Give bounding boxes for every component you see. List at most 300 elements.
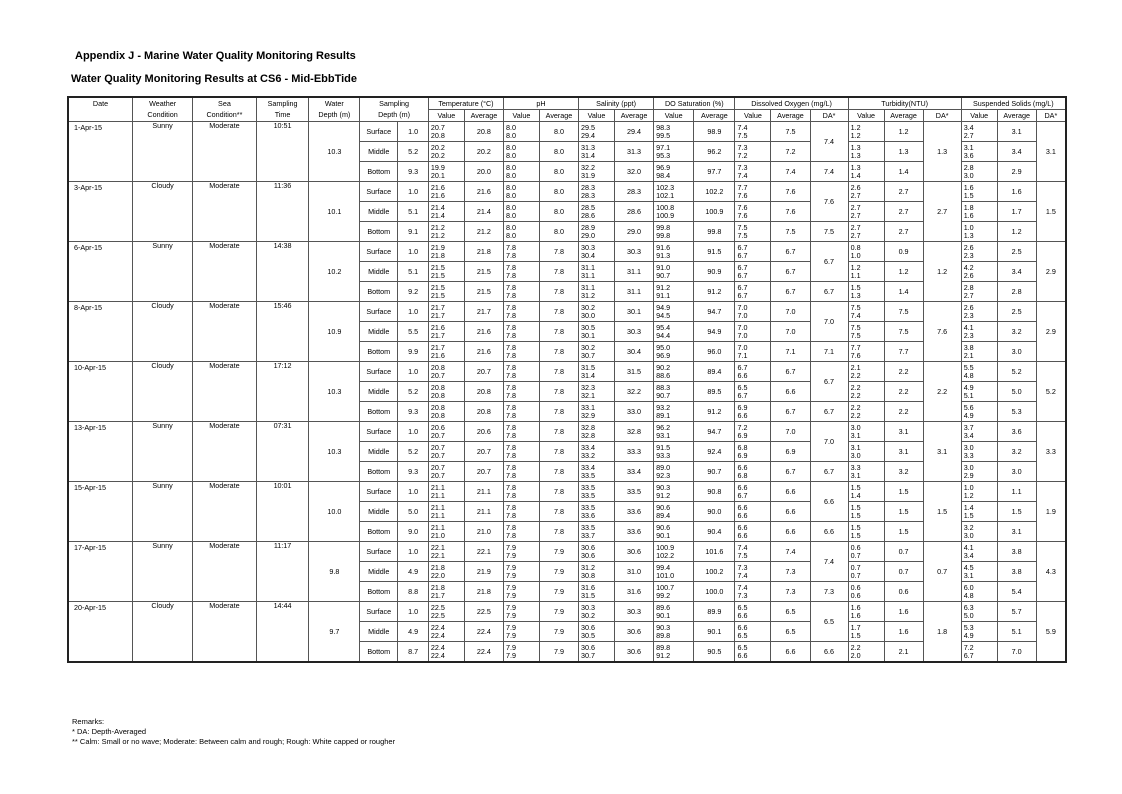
do-saturation-value: [654, 262, 694, 282]
weather-cell: Sunny: [132, 482, 192, 542]
salinity-value-reading: 32.3: [581, 382, 596, 392]
dissolved-oxygen-average: 6.6: [771, 382, 810, 402]
date-cell: 20-Apr-15: [68, 602, 132, 663]
suspended-solids-average: 3.6: [997, 422, 1036, 442]
suspended-solids-value-reading: 1.2: [963, 490, 974, 500]
temperature-value-reading: 21.5: [430, 270, 445, 280]
salinity-value-reading: 28.3: [581, 190, 596, 200]
turbidity-da: 1.5: [923, 482, 961, 542]
temperature-average: 21.1: [464, 482, 503, 502]
dissolved-oxygen-value-reading: 6.7: [737, 250, 748, 260]
dissolved-oxygen-value-reading: 7.5: [737, 222, 748, 232]
ph-value-reading: 7.9: [505, 590, 516, 600]
ph-value-reading: 7.8: [505, 462, 516, 472]
temperature-value: [428, 582, 464, 602]
do-saturation-value-reading: 91.2: [656, 282, 671, 292]
turbidity-value: [848, 122, 884, 142]
sea-condition-cell: Moderate: [193, 122, 256, 182]
turbidity-value-reading: 1.3: [850, 162, 861, 172]
ph-value-reading: 7.9: [505, 610, 516, 620]
temperature-value-reading: 22.4: [430, 650, 445, 660]
dissolved-oxygen-da: 7.0: [810, 422, 848, 462]
ph-value-reading: 7.8: [505, 282, 516, 292]
salinity-value: [579, 342, 615, 362]
turbidity-value: [848, 402, 884, 422]
ph-value: [503, 162, 539, 182]
weather-cell: Cloudy: [132, 182, 192, 242]
turbidity-value: [848, 562, 884, 582]
dissolved-oxygen-value: [735, 262, 771, 282]
dissolved-oxygen-average: 6.6: [771, 522, 810, 542]
turbidity-value-reading: 7.6: [850, 350, 861, 360]
temperature-value-reading: 20.8: [430, 410, 445, 420]
turbidity-da: 7.6: [923, 302, 961, 362]
temperature-value-reading: 20.7: [430, 122, 445, 132]
turbidity-value-reading: 3.1: [850, 470, 861, 480]
temperature-value: [428, 622, 464, 642]
do-saturation-value-reading: 95.0: [656, 342, 671, 352]
sampling-depth-cell: 5.1: [398, 262, 429, 282]
salinity-value: [579, 382, 615, 402]
ph-value-reading: 7.8: [505, 310, 516, 320]
temperature-value-reading: 21.4: [430, 202, 445, 212]
sea-condition-cell: Moderate: [193, 302, 256, 362]
dissolved-oxygen-average: 7.3: [771, 582, 810, 602]
do-saturation-value-reading: 102.2: [656, 550, 675, 560]
turbidity-value-reading: 2.6: [850, 182, 861, 192]
dissolved-oxygen-average: 7.5: [771, 222, 810, 242]
sampling-time-cell: 15:46: [256, 302, 309, 362]
dissolved-oxygen-da: 7.4: [810, 122, 848, 162]
temperature-value-reading: 21.5: [430, 290, 445, 300]
suspended-solids-value-reading: 7.2: [963, 642, 974, 652]
ph-value: [503, 642, 539, 663]
suspended-solids-value: [961, 402, 997, 422]
dissolved-oxygen-value-reading: 6.9: [737, 450, 748, 460]
temperature-value: [428, 182, 464, 202]
salinity-average: 33.6: [614, 502, 653, 522]
suspended-solids-value-reading: 3.2: [963, 522, 974, 532]
temperature-value-reading: 22.1: [430, 542, 445, 552]
suspended-solids-value-reading: 3.4: [963, 550, 974, 560]
dissolved-oxygen-value: [735, 482, 771, 502]
subheader-temp-value: Value: [428, 110, 464, 122]
turbidity-da: 2.2: [923, 362, 961, 422]
suspended-solids-value-reading: 6.0: [963, 582, 974, 592]
salinity-average: 31.0: [614, 562, 653, 582]
temperature-value-reading: 20.2: [430, 150, 445, 160]
dissolved-oxygen-value-reading: 7.6: [737, 202, 748, 212]
remarks-da: * DA: Depth-Averaged: [72, 727, 147, 736]
sampling-depth-cell: 4.9: [398, 562, 429, 582]
salinity-value: [579, 482, 615, 502]
sampling-level-cell: Bottom: [360, 642, 398, 663]
temperature-value: [428, 362, 464, 382]
do-saturation-value-reading: 91.2: [656, 490, 671, 500]
dissolved-oxygen-average: 6.6: [771, 502, 810, 522]
sampling-depth-cell: 4.9: [398, 622, 429, 642]
ph-average: 7.9: [539, 602, 578, 622]
dissolved-oxygen-average: 6.5: [771, 602, 810, 622]
sampling-time-cell: 10:51: [256, 122, 309, 182]
temperature-value-reading: 21.6: [430, 350, 445, 360]
turbidity-value-reading: 2.2: [850, 390, 861, 400]
ph-value-reading: 7.9: [505, 582, 516, 592]
temperature-average: 21.1: [464, 502, 503, 522]
temperature-value-reading: 22.4: [430, 642, 445, 652]
ph-value-reading: 7.8: [505, 470, 516, 480]
ph-value-reading: 7.8: [505, 510, 516, 520]
temperature-value: [428, 122, 464, 142]
dissolved-oxygen-average: 7.3: [771, 562, 810, 582]
dissolved-oxygen-average: 6.7: [771, 242, 810, 262]
sampling-level-cell: Surface: [360, 602, 398, 622]
sampling-time-cell: 11:36: [256, 182, 309, 242]
table-row: [68, 242, 1066, 262]
turbidity-da: 1.8: [923, 602, 961, 663]
header-water-line2: Depth (m): [309, 110, 360, 122]
header-sampling-depth: Sampling: [360, 97, 429, 110]
salinity-value-reading: 28.9: [581, 222, 596, 232]
date-cell: 10-Apr-15: [68, 362, 132, 422]
dissolved-oxygen-value: [735, 322, 771, 342]
salinity-average: 29.4: [614, 122, 653, 142]
ph-average: 7.8: [539, 242, 578, 262]
suspended-solids-value: [961, 182, 997, 202]
subheader-temp-average: Average: [464, 110, 503, 122]
temperature-average: 22.4: [464, 622, 503, 642]
suspended-solids-average: 1.2: [997, 222, 1036, 242]
dissolved-oxygen-value-reading: 7.0: [737, 310, 748, 320]
date-cell: 15-Apr-15: [68, 482, 132, 542]
salinity-average: 30.3: [614, 242, 653, 262]
ph-value: [503, 522, 539, 542]
dissolved-oxygen-value-reading: 7.3: [737, 142, 748, 152]
ph-value: [503, 582, 539, 602]
suspended-solids-value-reading: 4.9: [963, 382, 974, 392]
temperature-average: 20.0: [464, 162, 503, 182]
salinity-value-reading: 30.3: [581, 602, 596, 612]
turbidity-average: 2.7: [884, 222, 923, 242]
temperature-value-reading: 20.2: [430, 142, 445, 152]
suspended-solids-value-reading: 4.2: [963, 262, 974, 272]
do-saturation-value-reading: 94.4: [656, 330, 671, 340]
turbidity-average: 1.3: [884, 142, 923, 162]
temperature-value: [428, 482, 464, 502]
sampling-depth-cell: 5.1: [398, 202, 429, 222]
dissolved-oxygen-value-reading: 6.5: [737, 602, 748, 612]
suspended-solids-value-reading: 3.3: [963, 450, 974, 460]
turbidity-average: 1.4: [884, 282, 923, 302]
salinity-average: 33.0: [614, 402, 653, 422]
sea-condition-cell: Moderate: [193, 482, 256, 542]
do-saturation-average: 91.2: [694, 402, 735, 422]
temperature-value-reading: 21.6: [430, 322, 445, 332]
do-saturation-value-reading: 93.1: [656, 430, 671, 440]
suspended-solids-value-reading: 3.4: [963, 430, 974, 440]
suspended-solids-value-reading: 4.8: [963, 590, 974, 600]
turbidity-value: [848, 542, 884, 562]
salinity-value: [579, 362, 615, 382]
sampling-depth-cell: 5.5: [398, 322, 429, 342]
suspended-solids-value-reading: 2.9: [963, 470, 974, 480]
salinity-average: 30.3: [614, 602, 653, 622]
turbidity-value-reading: 1.3: [850, 142, 861, 152]
salinity-value-reading: 31.3: [581, 142, 596, 152]
temperature-value-reading: 20.7: [430, 370, 445, 380]
suspended-solids-value-reading: 3.6: [963, 150, 974, 160]
temperature-value: [428, 162, 464, 182]
turbidity-value-reading: 2.7: [850, 202, 861, 212]
sampling-level-cell: Surface: [360, 482, 398, 502]
temperature-value: [428, 602, 464, 622]
turbidity-value: [848, 382, 884, 402]
suspended-solids-value: [961, 262, 997, 282]
ph-value-reading: 7.9: [505, 642, 516, 652]
ph-average: 7.8: [539, 262, 578, 282]
sampling-level-cell: Surface: [360, 242, 398, 262]
turbidity-value-reading: 1.0: [850, 250, 861, 260]
do-saturation-value-reading: 100.9: [656, 210, 675, 220]
suspended-solids-value: [961, 142, 997, 162]
salinity-value-reading: 32.1: [581, 390, 596, 400]
sampling-depth-cell: 1.0: [398, 362, 429, 382]
remarks-heading: Remarks:: [72, 717, 105, 726]
ph-value-reading: 8.0: [505, 162, 516, 172]
do-saturation-value-reading: 102.1: [656, 190, 675, 200]
do-saturation-value: [654, 122, 694, 142]
sampling-depth-cell: 1.0: [398, 182, 429, 202]
temperature-value-reading: 21.7: [430, 310, 445, 320]
turbidity-value-reading: 2.2: [850, 370, 861, 380]
dissolved-oxygen-value-reading: 6.7: [737, 282, 748, 292]
temperature-value: [428, 502, 464, 522]
turbidity-average: 2.7: [884, 182, 923, 202]
suspended-solids-value-reading: 6.3: [963, 602, 974, 612]
do-saturation-value-reading: 98.4: [656, 170, 671, 180]
salinity-value-reading: 30.1: [581, 330, 596, 340]
dissolved-oxygen-value: [735, 442, 771, 462]
turbidity-average: 2.2: [884, 382, 923, 402]
turbidity-value-reading: 1.5: [850, 502, 861, 512]
dissolved-oxygen-da-bottom: 6.7: [810, 462, 848, 482]
suspended-solids-average: 3.0: [997, 342, 1036, 362]
dissolved-oxygen-value-reading: 7.4: [737, 570, 748, 580]
temperature-value-reading: 22.5: [430, 610, 445, 620]
turbidity-value-reading: 0.7: [850, 550, 861, 560]
suspended-solids-value-reading: 2.8: [963, 162, 974, 172]
suspended-solids-average: 1.5: [997, 502, 1036, 522]
water-depth-cell: 10.3: [309, 422, 360, 482]
do-saturation-average: 90.7: [694, 462, 735, 482]
suspended-solids-value-reading: 1.6: [963, 182, 974, 192]
temperature-value-reading: 21.1: [430, 482, 445, 492]
ph-average: 8.0: [539, 142, 578, 162]
ph-value: [503, 222, 539, 242]
turbidity-value-reading: 1.4: [850, 170, 861, 180]
salinity-value-reading: 31.9: [581, 170, 596, 180]
ph-value-reading: 7.8: [505, 362, 516, 372]
ph-average: 7.9: [539, 562, 578, 582]
temperature-value: [428, 222, 464, 242]
sea-condition-cell: Moderate: [193, 362, 256, 422]
do-saturation-average: 90.4: [694, 522, 735, 542]
weather-cell: Sunny: [132, 542, 192, 602]
temperature-value-reading: 20.7: [430, 430, 445, 440]
suspended-solids-value-reading: 2.7: [963, 130, 974, 140]
salinity-average: 28.6: [614, 202, 653, 222]
temperature-value-reading: 21.8: [430, 582, 445, 592]
suspended-solids-value: [961, 202, 997, 222]
dissolved-oxygen-da-bottom: 7.3: [810, 582, 848, 602]
temperature-value: [428, 302, 464, 322]
ph-value-reading: 8.0: [505, 170, 516, 180]
temperature-value-reading: 20.1: [430, 170, 445, 180]
do-saturation-average: 96.0: [694, 342, 735, 362]
temperature-value-reading: 21.8: [430, 562, 445, 572]
page-title: Appendix J - Marine Water Quality Monitoring Results: [75, 50, 356, 62]
ph-average: 7.9: [539, 542, 578, 562]
salinity-value: [579, 302, 615, 322]
temperature-average: 21.6: [464, 182, 503, 202]
header-sea-line2: Condition**: [193, 110, 256, 122]
dissolved-oxygen-value-reading: 7.6: [737, 210, 748, 220]
suspended-solids-average: 3.4: [997, 262, 1036, 282]
salinity-value-reading: 29.0: [581, 230, 596, 240]
header-sea: Sea: [193, 97, 256, 110]
salinity-value-reading: 30.3: [581, 242, 596, 252]
temperature-average: 21.8: [464, 582, 503, 602]
suspended-solids-value-reading: 4.1: [963, 542, 974, 552]
sampling-level-cell: Middle: [360, 562, 398, 582]
temperature-value-reading: 22.5: [430, 602, 445, 612]
sea-condition-cell: Moderate: [193, 422, 256, 482]
do-saturation-average: 98.9: [694, 122, 735, 142]
salinity-value-reading: 30.5: [581, 630, 596, 640]
ph-average: 7.8: [539, 502, 578, 522]
do-saturation-average: 89.4: [694, 362, 735, 382]
dissolved-oxygen-value-reading: 7.4: [737, 542, 748, 552]
turbidity-value: [848, 242, 884, 262]
salinity-value-reading: 30.0: [581, 310, 596, 320]
temperature-value-reading: 21.1: [430, 522, 445, 532]
turbidity-average: 1.6: [884, 622, 923, 642]
subheader-sal-average: Average: [614, 110, 653, 122]
dissolved-oxygen-value: [735, 302, 771, 322]
suspended-solids-value-reading: 1.5: [963, 190, 974, 200]
salinity-average: 28.3: [614, 182, 653, 202]
turbidity-average: 0.9: [884, 242, 923, 262]
table-row: [68, 182, 1066, 202]
turbidity-value-reading: 1.4: [850, 490, 861, 500]
turbidity-average: 1.5: [884, 482, 923, 502]
dissolved-oxygen-value: [735, 402, 771, 422]
ph-value-reading: 8.0: [505, 210, 516, 220]
suspended-solids-value-reading: 2.3: [963, 330, 974, 340]
salinity-value-reading: 33.2: [581, 450, 596, 460]
salinity-value-reading: 33.4: [581, 462, 596, 472]
turbidity-value: [848, 142, 884, 162]
temperature-average: 21.6: [464, 342, 503, 362]
salinity-value-reading: 32.9: [581, 410, 596, 420]
salinity-value-reading: 33.5: [581, 470, 596, 480]
turbidity-average: 3.1: [884, 442, 923, 462]
ph-value-reading: 7.8: [505, 410, 516, 420]
header-sampling-time: Sampling: [256, 97, 309, 110]
subheader-ss-average: Average: [997, 110, 1036, 122]
dissolved-oxygen-value-reading: 6.7: [737, 242, 748, 252]
dissolved-oxygen-da-bottom: 7.5: [810, 222, 848, 242]
header-sdepth-line2: Depth (m): [360, 110, 429, 122]
dissolved-oxygen-value: [735, 282, 771, 302]
salinity-value-reading: 31.1: [581, 262, 596, 272]
turbidity-value: [848, 602, 884, 622]
salinity-value: [579, 462, 615, 482]
temperature-average: 21.9: [464, 562, 503, 582]
suspended-solids-value-reading: 2.3: [963, 310, 974, 320]
ph-value-reading: 7.8: [505, 502, 516, 512]
ph-value-reading: 7.8: [505, 370, 516, 380]
ph-value-reading: 7.8: [505, 350, 516, 360]
suspended-solids-average: 3.2: [997, 322, 1036, 342]
dissolved-oxygen-da-bottom: 7.4: [810, 162, 848, 182]
dissolved-oxygen-value: [735, 242, 771, 262]
turbidity-value-reading: 1.6: [850, 602, 861, 612]
turbidity-value: [848, 622, 884, 642]
ph-average: 7.8: [539, 382, 578, 402]
suspended-solids-average: 5.7: [997, 602, 1036, 622]
turbidity-value-reading: 1.5: [850, 522, 861, 532]
do-saturation-value-reading: 99.2: [656, 590, 671, 600]
do-saturation-average: 102.2: [694, 182, 735, 202]
salinity-value: [579, 282, 615, 302]
turbidity-value-reading: 1.3: [850, 290, 861, 300]
ph-value-reading: 7.8: [505, 402, 516, 412]
salinity-value: [579, 642, 615, 663]
date-cell: 1-Apr-15: [68, 122, 132, 182]
do-saturation-average: 91.2: [694, 282, 735, 302]
do-saturation-value-reading: 89.8: [656, 630, 671, 640]
temperature-average: 20.8: [464, 122, 503, 142]
suspended-solids-value: [961, 442, 997, 462]
ph-average: 7.8: [539, 482, 578, 502]
do-saturation-value: [654, 282, 694, 302]
sampling-depth-cell: 1.0: [398, 122, 429, 142]
dissolved-oxygen-average: 6.7: [771, 262, 810, 282]
dissolved-oxygen-value-reading: 6.7: [737, 490, 748, 500]
temperature-value-reading: 22.1: [430, 550, 445, 560]
salinity-value: [579, 182, 615, 202]
sampling-time-cell: 11:17: [256, 542, 309, 602]
dissolved-oxygen-value-reading: 7.0: [737, 322, 748, 332]
ph-value: [503, 462, 539, 482]
table-title: Water Quality Monitoring Results at CS6 - Mid-EbbTide: [71, 73, 358, 85]
suspended-solids-value-reading: 3.4: [963, 122, 974, 132]
do-saturation-value: [654, 522, 694, 542]
do-saturation-value-reading: 88.6: [656, 370, 671, 380]
suspended-solids-value-reading: 1.3: [963, 230, 974, 240]
dissolved-oxygen-average: 6.9: [771, 442, 810, 462]
sampling-depth-cell: 5.2: [398, 382, 429, 402]
salinity-value-reading: 33.6: [581, 510, 596, 520]
turbidity-value-reading: 2.7: [850, 230, 861, 240]
sampling-level-cell: Surface: [360, 542, 398, 562]
temperature-value: [428, 282, 464, 302]
subheader-turb-value: Value: [848, 110, 884, 122]
temperature-average: 21.6: [464, 322, 503, 342]
turbidity-value: [848, 162, 884, 182]
ph-value-reading: 7.9: [505, 570, 516, 580]
